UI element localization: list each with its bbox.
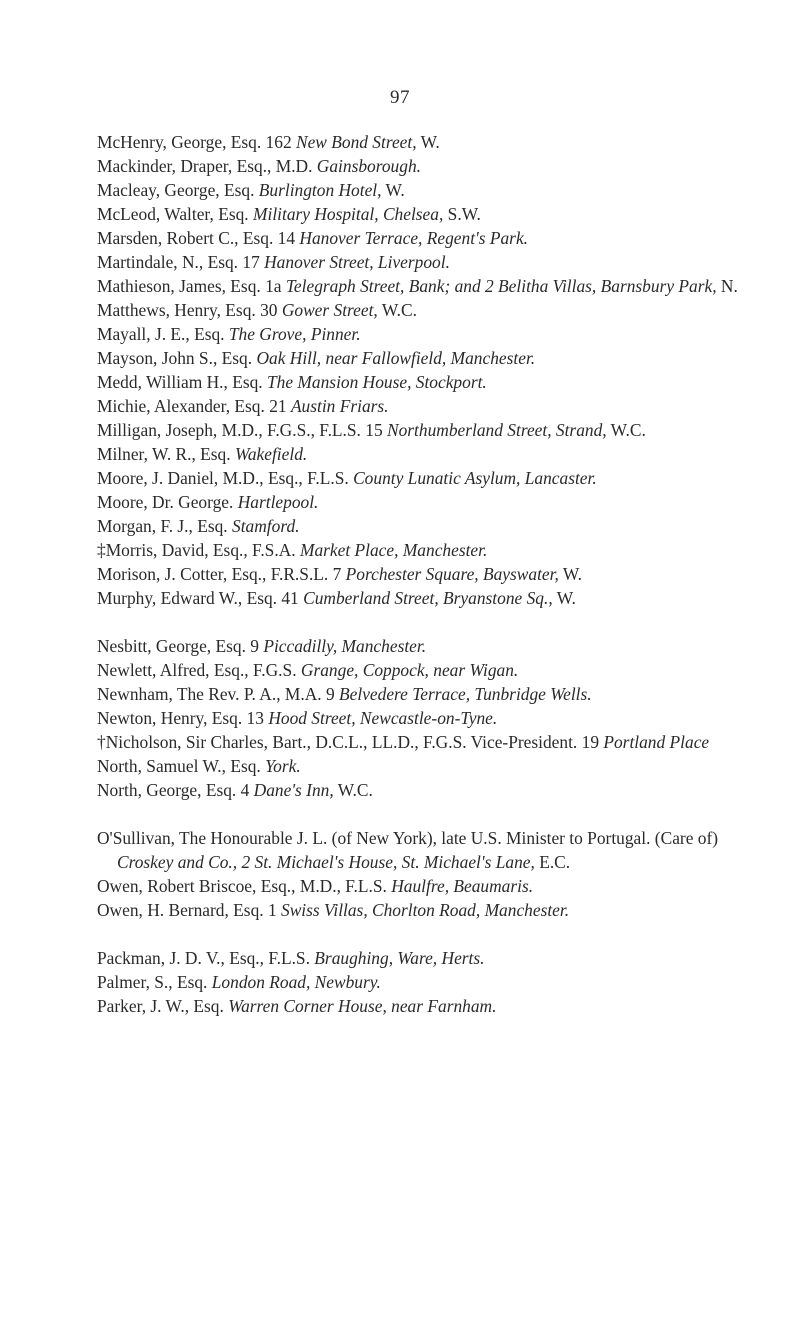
member-address-suffix: W.C. [333,780,373,800]
member-name: Matthews, Henry, Esq. 30 [97,300,282,320]
member-address: County Lunatic Asylum, Lancaster. [353,468,597,488]
member-address: The Mansion House, Stockport. [266,372,487,392]
member-address: Gower Street, [281,300,378,320]
member-entry [97,154,767,178]
member-entry [97,586,767,610]
member-address: The Grove, Pinner. [228,324,361,344]
member-entry [97,418,767,442]
member-entry [97,706,767,730]
member-name: Moore, J. Daniel, M.D., Esq., F.L.S. [97,468,354,488]
member-name: Parker, J. W., Esq. [97,996,229,1016]
member-address-suffix: N. [716,276,738,296]
letter-group [97,826,767,922]
member-entry [97,274,767,298]
member-name: Mayson, John S., Esq. [97,348,257,368]
letter-group [97,634,767,802]
member-entry [97,346,767,370]
letter-group [97,946,767,1018]
member-name: Packman, J. D. V., Esq., F.L.S. [97,948,315,968]
member-address: Military Hospital, Chelsea, [253,204,444,224]
member-entry [97,322,767,346]
member-entry [97,994,767,1018]
member-entry [97,634,767,658]
member-list [97,130,767,1018]
member-name: Mathieson, James, Esq. 1a [97,276,286,296]
member-address: Telegraph Street, Bank; and 2 Belitha Villas, Barnsbury Park, [285,276,717,296]
member-name: McHenry, George, Esq. 162 [97,132,296,152]
member-address: Market Place, Manchester. [299,540,488,560]
member-address: Hartlepool. [237,492,319,512]
member-entry [97,298,767,322]
member-address: Austin Friars. [290,396,389,416]
member-name: Owen, H. Bernard, Esq. 1 [97,900,282,920]
member-address: London Road, Newbury. [211,972,381,992]
member-address-suffix: W. [416,132,440,152]
member-name: Nesbitt, George, Esq. 9 [97,636,264,656]
member-address: Piccadilly, Manchester. [263,636,427,656]
member-name: Newlett, Alfred, Esq., F.G.S. [97,660,301,680]
member-address: Hanover Street, Liverpool. [264,252,450,272]
member-entry [97,250,767,274]
member-address: Porchester Square, Bayswater, [345,564,559,584]
letter-group [97,130,767,610]
member-entry [97,130,767,154]
member-entry [97,370,767,394]
member-address-suffix: S.W. [443,204,481,224]
member-entry [97,778,767,802]
member-address: Stamford. [232,516,300,536]
member-name: Marsden, Robert C., Esq. 14 [97,228,300,248]
member-address: Croskey and Co., 2 St. Michael's House, St. Michael's Lane, [117,852,535,872]
member-name: Morison, J. Cotter, Esq., F.R.S.L. 7 [97,564,346,584]
member-name: Macleay, George, Esq. [97,180,259,200]
member-address: Burlington Hotel, [258,180,382,200]
member-name: Murphy, Edward W., Esq. 41 [97,588,304,608]
member-address: New Bond Street, [295,132,417,152]
member-address: York. [265,756,301,776]
member-entry [97,394,767,418]
member-address: Cumberland Street, Bryanstone Sq., [303,588,553,608]
member-entry [97,946,767,970]
member-entry [97,970,767,994]
member-address: Haulfre, Beaumaris. [391,876,534,896]
member-name: Martindale, N., Esq. 17 [97,252,265,272]
member-name: Morgan, F. J., Esq. [97,516,233,536]
member-address: Belvedere Terrace, Tunbridge Wells. [339,684,592,704]
member-entry [97,442,767,466]
member-entry [97,538,767,562]
member-entry [97,826,767,874]
member-name: Milligan, Joseph, M.D., F.G.S., F.L.S. 15 [97,420,387,440]
member-name: Milner, W. R., Esq. [97,444,235,464]
member-entry [97,682,767,706]
member-entry [97,178,767,202]
member-entry [97,226,767,250]
member-name: O'Sullivan, The Honourable J. L. (of New York), late U.S. Minister to Portugal. (Care of) [97,828,719,848]
member-address: Braughing, Ware, Herts. [314,948,485,968]
member-name: Mackinder, Draper, Esq., M.D. [97,156,317,176]
member-address: Dane's Inn, [253,780,334,800]
member-address: Swiss Villas, Chorlton Road, Manchester. [281,900,570,920]
member-entry [97,874,767,898]
member-entry [97,490,767,514]
member-address: Portland Place [603,732,710,752]
member-name: Moore, Dr. George. [97,492,238,512]
member-address: Hood Street, Newcastle-on-Tyne. [268,708,498,728]
member-name: Newton, Henry, Esq. 13 [97,708,269,728]
member-address-suffix: W. [381,180,405,200]
member-address-suffix: W.C. [606,420,646,440]
member-entry [97,658,767,682]
member-address: Oak Hill, near Fallowfield, Manchester. [256,348,536,368]
member-address: Hanover Terrace, Regent's Park. [299,228,529,248]
member-name: North, George, Esq. 4 [97,780,254,800]
member-address: Grange, Coppock, near Wigan. [300,660,519,680]
member-address-suffix: W. [558,564,583,584]
member-address-suffix: W. [552,588,576,608]
member-name: Newnham, The Rev. P. A., M.A. 9 [97,684,340,704]
member-name: ‡Morris, David, Esq., F.S.A. [97,540,300,560]
member-name: Medd, William H., Esq. [97,372,267,392]
member-address-suffix: W.C. [377,300,417,320]
member-name: Michie, Alexander, Esq. 21 [97,396,291,416]
member-address: Northumberland Street, Strand, [387,420,607,440]
member-entry [97,562,767,586]
member-name: Palmer, S., Esq. [97,972,212,992]
member-entry [97,202,767,226]
member-name: Mayall, J. E., Esq. [97,324,229,344]
member-entry [97,466,767,490]
member-entry [97,730,767,754]
member-entry [97,898,767,922]
member-address: Wakefield. [234,444,308,464]
member-name: †Nicholson, Sir Charles, Bart., D.C.L., LL.D., F.G.S. Vice-President. 19 [97,732,604,752]
member-address: Gainsborough. [316,156,421,176]
member-entry [97,514,767,538]
member-name: North, Samuel W., Esq. [97,756,266,776]
member-name: McLeod, Walter, Esq. [97,204,253,224]
member-entry [97,754,767,778]
member-address-suffix: E.C. [534,852,571,872]
member-name: Owen, Robert Briscoe, Esq., M.D., F.L.S. [97,876,392,896]
page-number: 97 [390,87,410,108]
member-address: Warren Corner House, near Farnham. [228,996,497,1016]
